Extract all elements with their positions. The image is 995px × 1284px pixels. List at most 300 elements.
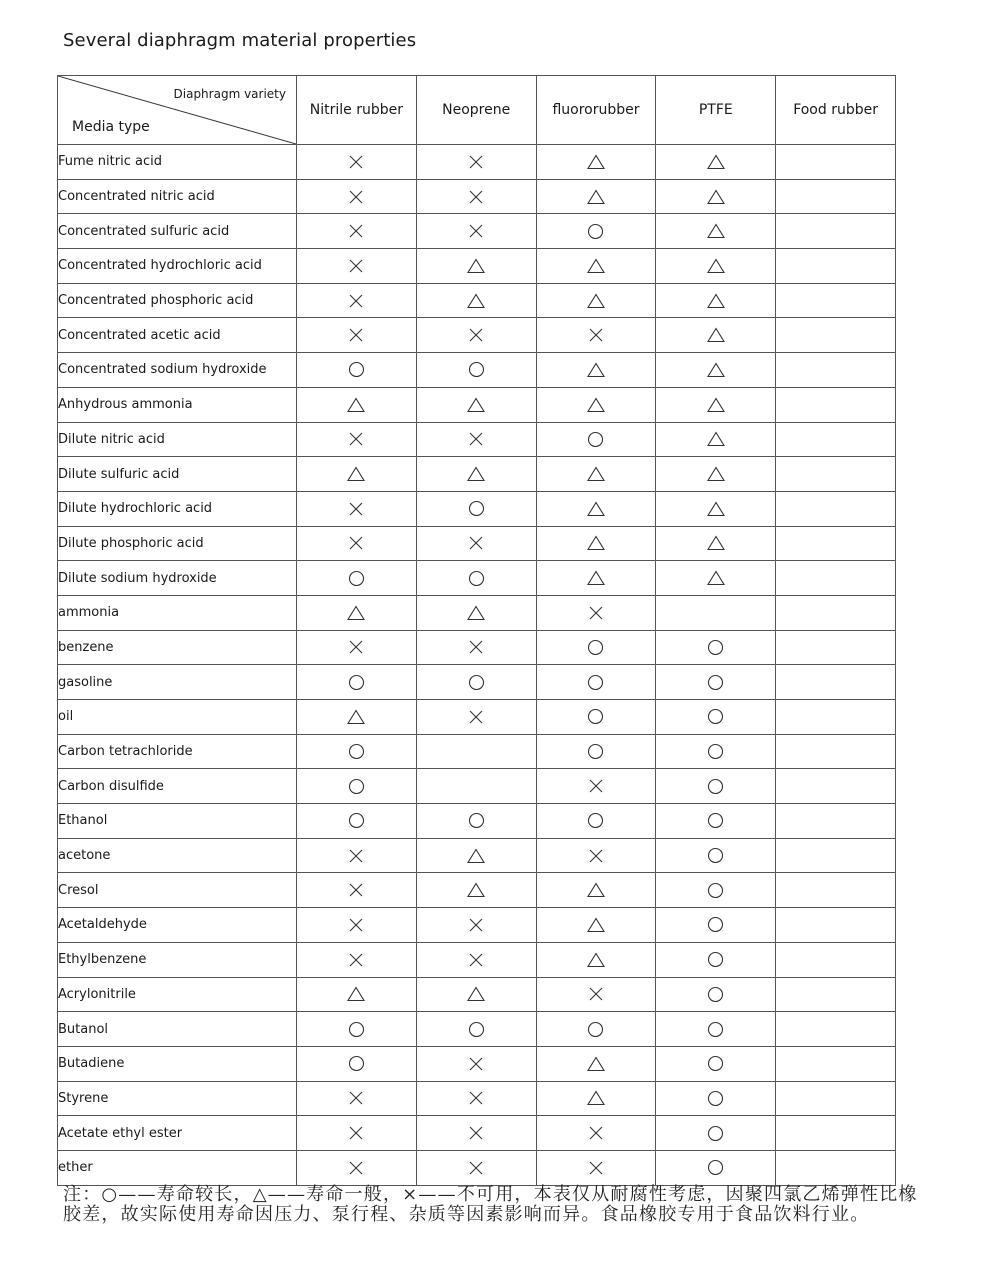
media-type-cell: ether <box>58 1150 297 1185</box>
rating-cell-food-rubber <box>776 249 896 284</box>
rating-cell-fluororubber <box>536 387 656 422</box>
triangle-icon <box>417 258 536 274</box>
circle-icon <box>297 361 416 378</box>
circle-icon <box>656 708 775 725</box>
triangle-icon <box>656 501 775 517</box>
circle-icon <box>297 743 416 760</box>
rating-cell-food-rubber <box>776 387 896 422</box>
media-type-cell: Dilute sodium hydroxide <box>58 561 297 596</box>
cross-icon <box>417 535 536 551</box>
cross-icon <box>537 327 656 343</box>
circle-icon <box>417 500 536 517</box>
table-row <box>58 491 896 526</box>
rating-cell-nitrile-rubber <box>297 491 417 526</box>
circle-icon <box>537 743 656 760</box>
rating-cell-ptfe <box>656 977 776 1012</box>
rating-cell-fluororubber <box>536 1046 656 1081</box>
rating-cell-food-rubber <box>776 353 896 388</box>
cross-icon <box>417 189 536 205</box>
triangle-icon <box>656 362 775 378</box>
media-type-cell: Anhydrous ammonia <box>58 387 297 422</box>
triangle-icon <box>537 882 656 898</box>
triangle-icon <box>297 986 416 1002</box>
media-type-cell: Carbon tetrachloride <box>58 734 297 769</box>
circle-icon <box>656 743 775 760</box>
rating-cell-fluororubber <box>536 908 656 943</box>
media-type-cell: Concentrated sulfuric acid <box>58 214 297 249</box>
rating-cell-ptfe <box>656 283 776 318</box>
rating-cell-fluororubber <box>536 734 656 769</box>
rating-cell-fluororubber <box>536 561 656 596</box>
rating-cell-ptfe <box>656 1116 776 1151</box>
rating-cell-fluororubber <box>536 665 656 700</box>
rating-cell-neoprene <box>416 561 536 596</box>
media-type-label: Media type <box>72 119 150 135</box>
circle-icon <box>656 986 775 1003</box>
rating-cell-ptfe <box>656 1012 776 1047</box>
rating-cell-fluororubber <box>536 804 656 839</box>
rating-cell-nitrile-rubber <box>297 804 417 839</box>
rating-cell-nitrile-rubber <box>297 387 417 422</box>
rating-cell-food-rubber <box>776 526 896 561</box>
rating-cell-fluororubber <box>536 491 656 526</box>
cross-icon <box>537 1160 656 1176</box>
cross-icon <box>417 223 536 239</box>
table-row <box>58 873 896 908</box>
rating-cell-neoprene <box>416 249 536 284</box>
rating-cell-nitrile-rubber <box>297 283 417 318</box>
rating-cell-food-rubber <box>776 700 896 735</box>
rating-cell-ptfe <box>656 734 776 769</box>
rating-cell-ptfe <box>656 422 776 457</box>
rating-cell-food-rubber <box>776 561 896 596</box>
rating-cell-food-rubber <box>776 908 896 943</box>
circle-icon <box>656 1159 775 1176</box>
cross-icon <box>417 709 536 725</box>
rating-cell-fluororubber <box>536 838 656 873</box>
circle-icon <box>537 812 656 829</box>
circle-icon <box>656 1021 775 1038</box>
rating-cell-neoprene <box>416 145 536 180</box>
rating-cell-fluororubber <box>536 422 656 457</box>
triangle-icon <box>537 466 656 482</box>
rating-cell-fluororubber <box>536 526 656 561</box>
circle-icon <box>656 1090 775 1107</box>
media-type-cell: Dilute nitric acid <box>58 422 297 457</box>
rating-cell-nitrile-rubber <box>297 179 417 214</box>
circle-icon <box>656 951 775 968</box>
triangle-icon <box>537 570 656 586</box>
triangle-icon <box>537 397 656 413</box>
rating-cell-fluororubber <box>536 283 656 318</box>
rating-cell-nitrile-rubber <box>297 353 417 388</box>
cross-icon <box>537 605 656 621</box>
rating-cell-neoprene <box>416 630 536 665</box>
triangle-icon <box>656 293 775 309</box>
column-header-food-rubber: Food rubber <box>776 76 896 145</box>
rating-cell-nitrile-rubber <box>297 1081 417 1116</box>
media-type-cell: Ethylbenzene <box>58 942 297 977</box>
rating-cell-nitrile-rubber <box>297 457 417 492</box>
circle-icon <box>417 1021 536 1038</box>
rating-cell-fluororubber <box>536 1116 656 1151</box>
material-properties-table <box>57 75 896 1186</box>
rating-cell-nitrile-rubber <box>297 526 417 561</box>
column-header-ptfe: PTFE <box>656 76 776 145</box>
rating-cell-neoprene <box>416 422 536 457</box>
rating-cell-food-rubber <box>776 214 896 249</box>
rating-cell-neoprene <box>416 387 536 422</box>
cross-icon <box>417 431 536 447</box>
table-row <box>58 1012 896 1047</box>
rating-cell-neoprene <box>416 977 536 1012</box>
rating-cell-neoprene <box>416 804 536 839</box>
circle-icon <box>417 361 536 378</box>
cross-icon <box>417 154 536 170</box>
table-row <box>58 665 896 700</box>
circle-icon <box>656 916 775 933</box>
table-row <box>58 908 896 943</box>
rating-cell-neoprene <box>416 457 536 492</box>
table-row <box>58 977 896 1012</box>
triangle-icon <box>656 258 775 274</box>
table-row <box>58 1046 896 1081</box>
media-type-cell: Concentrated sodium hydroxide <box>58 353 297 388</box>
circle-icon <box>656 778 775 795</box>
rating-cell-neoprene <box>416 908 536 943</box>
rating-cell-fluororubber <box>536 873 656 908</box>
circle-icon <box>656 639 775 656</box>
rating-cell-ptfe <box>656 769 776 804</box>
page-title: Several diaphragm material properties <box>63 30 417 51</box>
circle-icon <box>537 639 656 656</box>
triangle-icon <box>297 709 416 725</box>
triangle-icon <box>537 258 656 274</box>
rating-cell-fluororubber <box>536 769 656 804</box>
media-type-cell: Ethanol <box>58 804 297 839</box>
triangle-icon <box>537 362 656 378</box>
table-row <box>58 942 896 977</box>
rating-cell-fluororubber <box>536 1081 656 1116</box>
circle-icon <box>297 1055 416 1072</box>
cross-icon <box>297 1160 416 1176</box>
cross-icon <box>417 952 536 968</box>
cross-icon <box>297 293 416 309</box>
media-type-cell: Concentrated phosphoric acid <box>58 283 297 318</box>
cross-icon <box>297 154 416 170</box>
rating-cell-ptfe <box>656 1150 776 1185</box>
cross-icon <box>297 848 416 864</box>
table-row <box>58 214 896 249</box>
rating-cell-neoprene <box>416 214 536 249</box>
rating-cell-ptfe <box>656 249 776 284</box>
table-row <box>58 179 896 214</box>
table-row <box>58 457 896 492</box>
rating-cell-nitrile-rubber <box>297 1150 417 1185</box>
rating-cell-nitrile-rubber <box>297 561 417 596</box>
rating-cell-nitrile-rubber <box>297 318 417 353</box>
table-row <box>58 1116 896 1151</box>
triangle-icon <box>537 1090 656 1106</box>
table-row <box>58 561 896 596</box>
rating-cell-neoprene <box>416 595 536 630</box>
cross-icon <box>297 1090 416 1106</box>
rating-cell-nitrile-rubber <box>297 1046 417 1081</box>
table-row <box>58 145 896 180</box>
triangle-icon <box>656 327 775 343</box>
rating-cell-neoprene <box>416 179 536 214</box>
media-type-cell: Acetaldehyde <box>58 908 297 943</box>
triangle-icon <box>537 189 656 205</box>
rating-cell-nitrile-rubber <box>297 942 417 977</box>
rating-cell-neoprene <box>416 1116 536 1151</box>
triangle-icon <box>537 1056 656 1072</box>
rating-cell-ptfe <box>656 838 776 873</box>
rating-cell-food-rubber <box>776 1012 896 1047</box>
triangle-icon <box>537 293 656 309</box>
diaphragm-variety-label: Diaphragm variety <box>173 87 286 101</box>
rating-cell-neoprene <box>416 1012 536 1047</box>
triangle-icon <box>537 952 656 968</box>
rating-cell-food-rubber <box>776 630 896 665</box>
column-header-nitrile-rubber: Nitrile rubber <box>297 76 417 145</box>
rating-cell-nitrile-rubber <box>297 838 417 873</box>
cross-icon <box>297 258 416 274</box>
media-type-cell: Acetate ethyl ester <box>58 1116 297 1151</box>
rating-cell-ptfe <box>656 942 776 977</box>
cross-icon <box>417 1056 536 1072</box>
cross-icon <box>537 848 656 864</box>
rating-cell-fluororubber <box>536 700 656 735</box>
rating-cell-food-rubber <box>776 457 896 492</box>
media-type-cell: Styrene <box>58 1081 297 1116</box>
rating-cell-nitrile-rubber <box>297 145 417 180</box>
rating-cell-ptfe <box>656 353 776 388</box>
cross-icon <box>297 189 416 205</box>
rating-cell-ptfe <box>656 1046 776 1081</box>
triangle-icon <box>417 986 536 1002</box>
column-header-fluororubber: fluororubber <box>536 76 656 145</box>
rating-cell-ptfe <box>656 595 776 630</box>
triangle-icon <box>537 917 656 933</box>
rating-cell-nitrile-rubber <box>297 214 417 249</box>
rating-cell-neoprene <box>416 838 536 873</box>
rating-cell-fluororubber <box>536 179 656 214</box>
media-type-cell: Carbon disulfide <box>58 769 297 804</box>
cross-icon <box>537 986 656 1002</box>
media-type-cell: Concentrated acetic acid <box>58 318 297 353</box>
rating-cell-fluororubber <box>536 1150 656 1185</box>
circle-icon <box>656 847 775 864</box>
table-row <box>58 838 896 873</box>
circle-icon <box>656 882 775 899</box>
rating-cell-neoprene <box>416 942 536 977</box>
circle-icon <box>297 778 416 795</box>
legend-note: 注：○——寿命较长，△——寿命一般，×——不可用，本表仅从耐腐性考虑，因聚四氯乙烯弹性比橡胶差，故实际使用寿命因压力、泵行程、杂质等因素影响而异。食品橡胶专用于食品饮料行业。 <box>63 1184 918 1225</box>
rating-cell-fluororubber <box>536 318 656 353</box>
cross-icon <box>297 952 416 968</box>
circle-icon <box>656 674 775 691</box>
rating-cell-fluororubber <box>536 1012 656 1047</box>
cross-icon <box>537 1125 656 1141</box>
triangle-icon <box>417 882 536 898</box>
triangle-icon <box>297 397 416 413</box>
triangle-icon <box>656 154 775 170</box>
rating-cell-neoprene <box>416 1150 536 1185</box>
rating-cell-ptfe <box>656 804 776 839</box>
circle-icon <box>656 812 775 829</box>
triangle-icon <box>656 570 775 586</box>
rating-cell-fluororubber <box>536 630 656 665</box>
rating-cell-nitrile-rubber <box>297 1012 417 1047</box>
cross-icon <box>417 327 536 343</box>
rating-cell-neoprene <box>416 700 536 735</box>
rating-cell-food-rubber <box>776 734 896 769</box>
rating-cell-ptfe <box>656 908 776 943</box>
rating-cell-fluororubber <box>536 977 656 1012</box>
media-type-cell: gasoline <box>58 665 297 700</box>
rating-cell-ptfe <box>656 665 776 700</box>
rating-cell-ptfe <box>656 700 776 735</box>
rating-cell-neoprene <box>416 353 536 388</box>
rating-cell-ptfe <box>656 214 776 249</box>
media-type-cell: Acrylonitrile <box>58 977 297 1012</box>
media-type-cell: benzene <box>58 630 297 665</box>
rating-cell-nitrile-rubber <box>297 422 417 457</box>
triangle-icon <box>297 466 416 482</box>
table-row <box>58 734 896 769</box>
rating-cell-food-rubber <box>776 1046 896 1081</box>
table-row <box>58 283 896 318</box>
table-row <box>58 630 896 665</box>
media-type-cell: acetone <box>58 838 297 873</box>
rating-cell-neoprene <box>416 1081 536 1116</box>
circle-icon <box>537 1021 656 1038</box>
cross-icon <box>417 917 536 933</box>
column-header-neoprene: Neoprene <box>416 76 536 145</box>
cross-icon <box>537 778 656 794</box>
rating-cell-ptfe <box>656 318 776 353</box>
triangle-icon <box>417 848 536 864</box>
media-type-cell: Butadiene <box>58 1046 297 1081</box>
media-type-cell: Dilute hydrochloric acid <box>58 491 297 526</box>
triangle-icon <box>417 397 536 413</box>
circle-icon <box>537 708 656 725</box>
rating-cell-food-rubber <box>776 804 896 839</box>
table-row <box>58 1150 896 1185</box>
table-row <box>58 1081 896 1116</box>
triangle-icon <box>656 466 775 482</box>
rating-cell-ptfe <box>656 457 776 492</box>
circle-icon <box>656 1125 775 1142</box>
rating-cell-nitrile-rubber <box>297 665 417 700</box>
rating-cell-food-rubber <box>776 1116 896 1151</box>
rating-cell-nitrile-rubber <box>297 734 417 769</box>
rating-cell-fluororubber <box>536 249 656 284</box>
media-type-cell: Concentrated hydrochloric acid <box>58 249 297 284</box>
table-body <box>58 145 896 1186</box>
rating-cell-food-rubber <box>776 838 896 873</box>
media-type-cell: Cresol <box>58 873 297 908</box>
table-row <box>58 595 896 630</box>
rating-cell-food-rubber <box>776 665 896 700</box>
circle-icon <box>537 431 656 448</box>
rating-cell-ptfe <box>656 387 776 422</box>
rating-cell-nitrile-rubber <box>297 873 417 908</box>
media-type-cell: Butanol <box>58 1012 297 1047</box>
cross-icon <box>417 639 536 655</box>
rating-cell-fluororubber <box>536 595 656 630</box>
media-type-cell: Fume nitric acid <box>58 145 297 180</box>
rating-cell-neoprene <box>416 283 536 318</box>
cross-icon <box>417 1160 536 1176</box>
cross-icon <box>297 327 416 343</box>
media-type-cell: Concentrated nitric acid <box>58 179 297 214</box>
rating-cell-food-rubber <box>776 873 896 908</box>
rating-cell-nitrile-rubber <box>297 769 417 804</box>
triangle-icon <box>417 293 536 309</box>
triangle-icon <box>537 501 656 517</box>
rating-cell-neoprene <box>416 734 536 769</box>
rating-cell-nitrile-rubber <box>297 700 417 735</box>
triangle-icon <box>417 466 536 482</box>
circle-icon <box>297 570 416 587</box>
circle-icon <box>417 674 536 691</box>
cross-icon <box>297 1125 416 1141</box>
cross-icon <box>417 1125 536 1141</box>
circle-icon <box>297 1021 416 1038</box>
rating-cell-ptfe <box>656 1081 776 1116</box>
rating-cell-food-rubber <box>776 491 896 526</box>
triangle-icon <box>656 189 775 205</box>
header-row <box>58 76 896 145</box>
circle-icon <box>656 1055 775 1072</box>
rating-cell-ptfe <box>656 873 776 908</box>
triangle-icon <box>656 431 775 447</box>
media-type-cell: Dilute sulfuric acid <box>58 457 297 492</box>
circle-icon <box>537 674 656 691</box>
cross-icon <box>297 223 416 239</box>
table-row <box>58 422 896 457</box>
media-type-cell: oil <box>58 700 297 735</box>
table-row <box>58 249 896 284</box>
rating-cell-food-rubber <box>776 179 896 214</box>
rating-cell-food-rubber <box>776 1150 896 1185</box>
rating-cell-food-rubber <box>776 145 896 180</box>
table-row <box>58 804 896 839</box>
table-row <box>58 318 896 353</box>
rating-cell-ptfe <box>656 630 776 665</box>
corner-header-cell <box>58 76 297 145</box>
rating-cell-neoprene <box>416 318 536 353</box>
rating-cell-fluororubber <box>536 457 656 492</box>
cross-icon <box>297 917 416 933</box>
rating-cell-nitrile-rubber <box>297 977 417 1012</box>
rating-cell-food-rubber <box>776 595 896 630</box>
rating-cell-food-rubber <box>776 422 896 457</box>
rating-cell-fluororubber <box>536 353 656 388</box>
triangle-icon <box>537 535 656 551</box>
rating-cell-fluororubber <box>536 145 656 180</box>
triangle-icon <box>297 605 416 621</box>
triangle-icon <box>656 223 775 239</box>
rating-cell-food-rubber <box>776 769 896 804</box>
rating-cell-food-rubber <box>776 318 896 353</box>
rating-cell-neoprene <box>416 526 536 561</box>
rating-cell-fluororubber <box>536 942 656 977</box>
rating-cell-neoprene <box>416 769 536 804</box>
rating-cell-neoprene <box>416 665 536 700</box>
